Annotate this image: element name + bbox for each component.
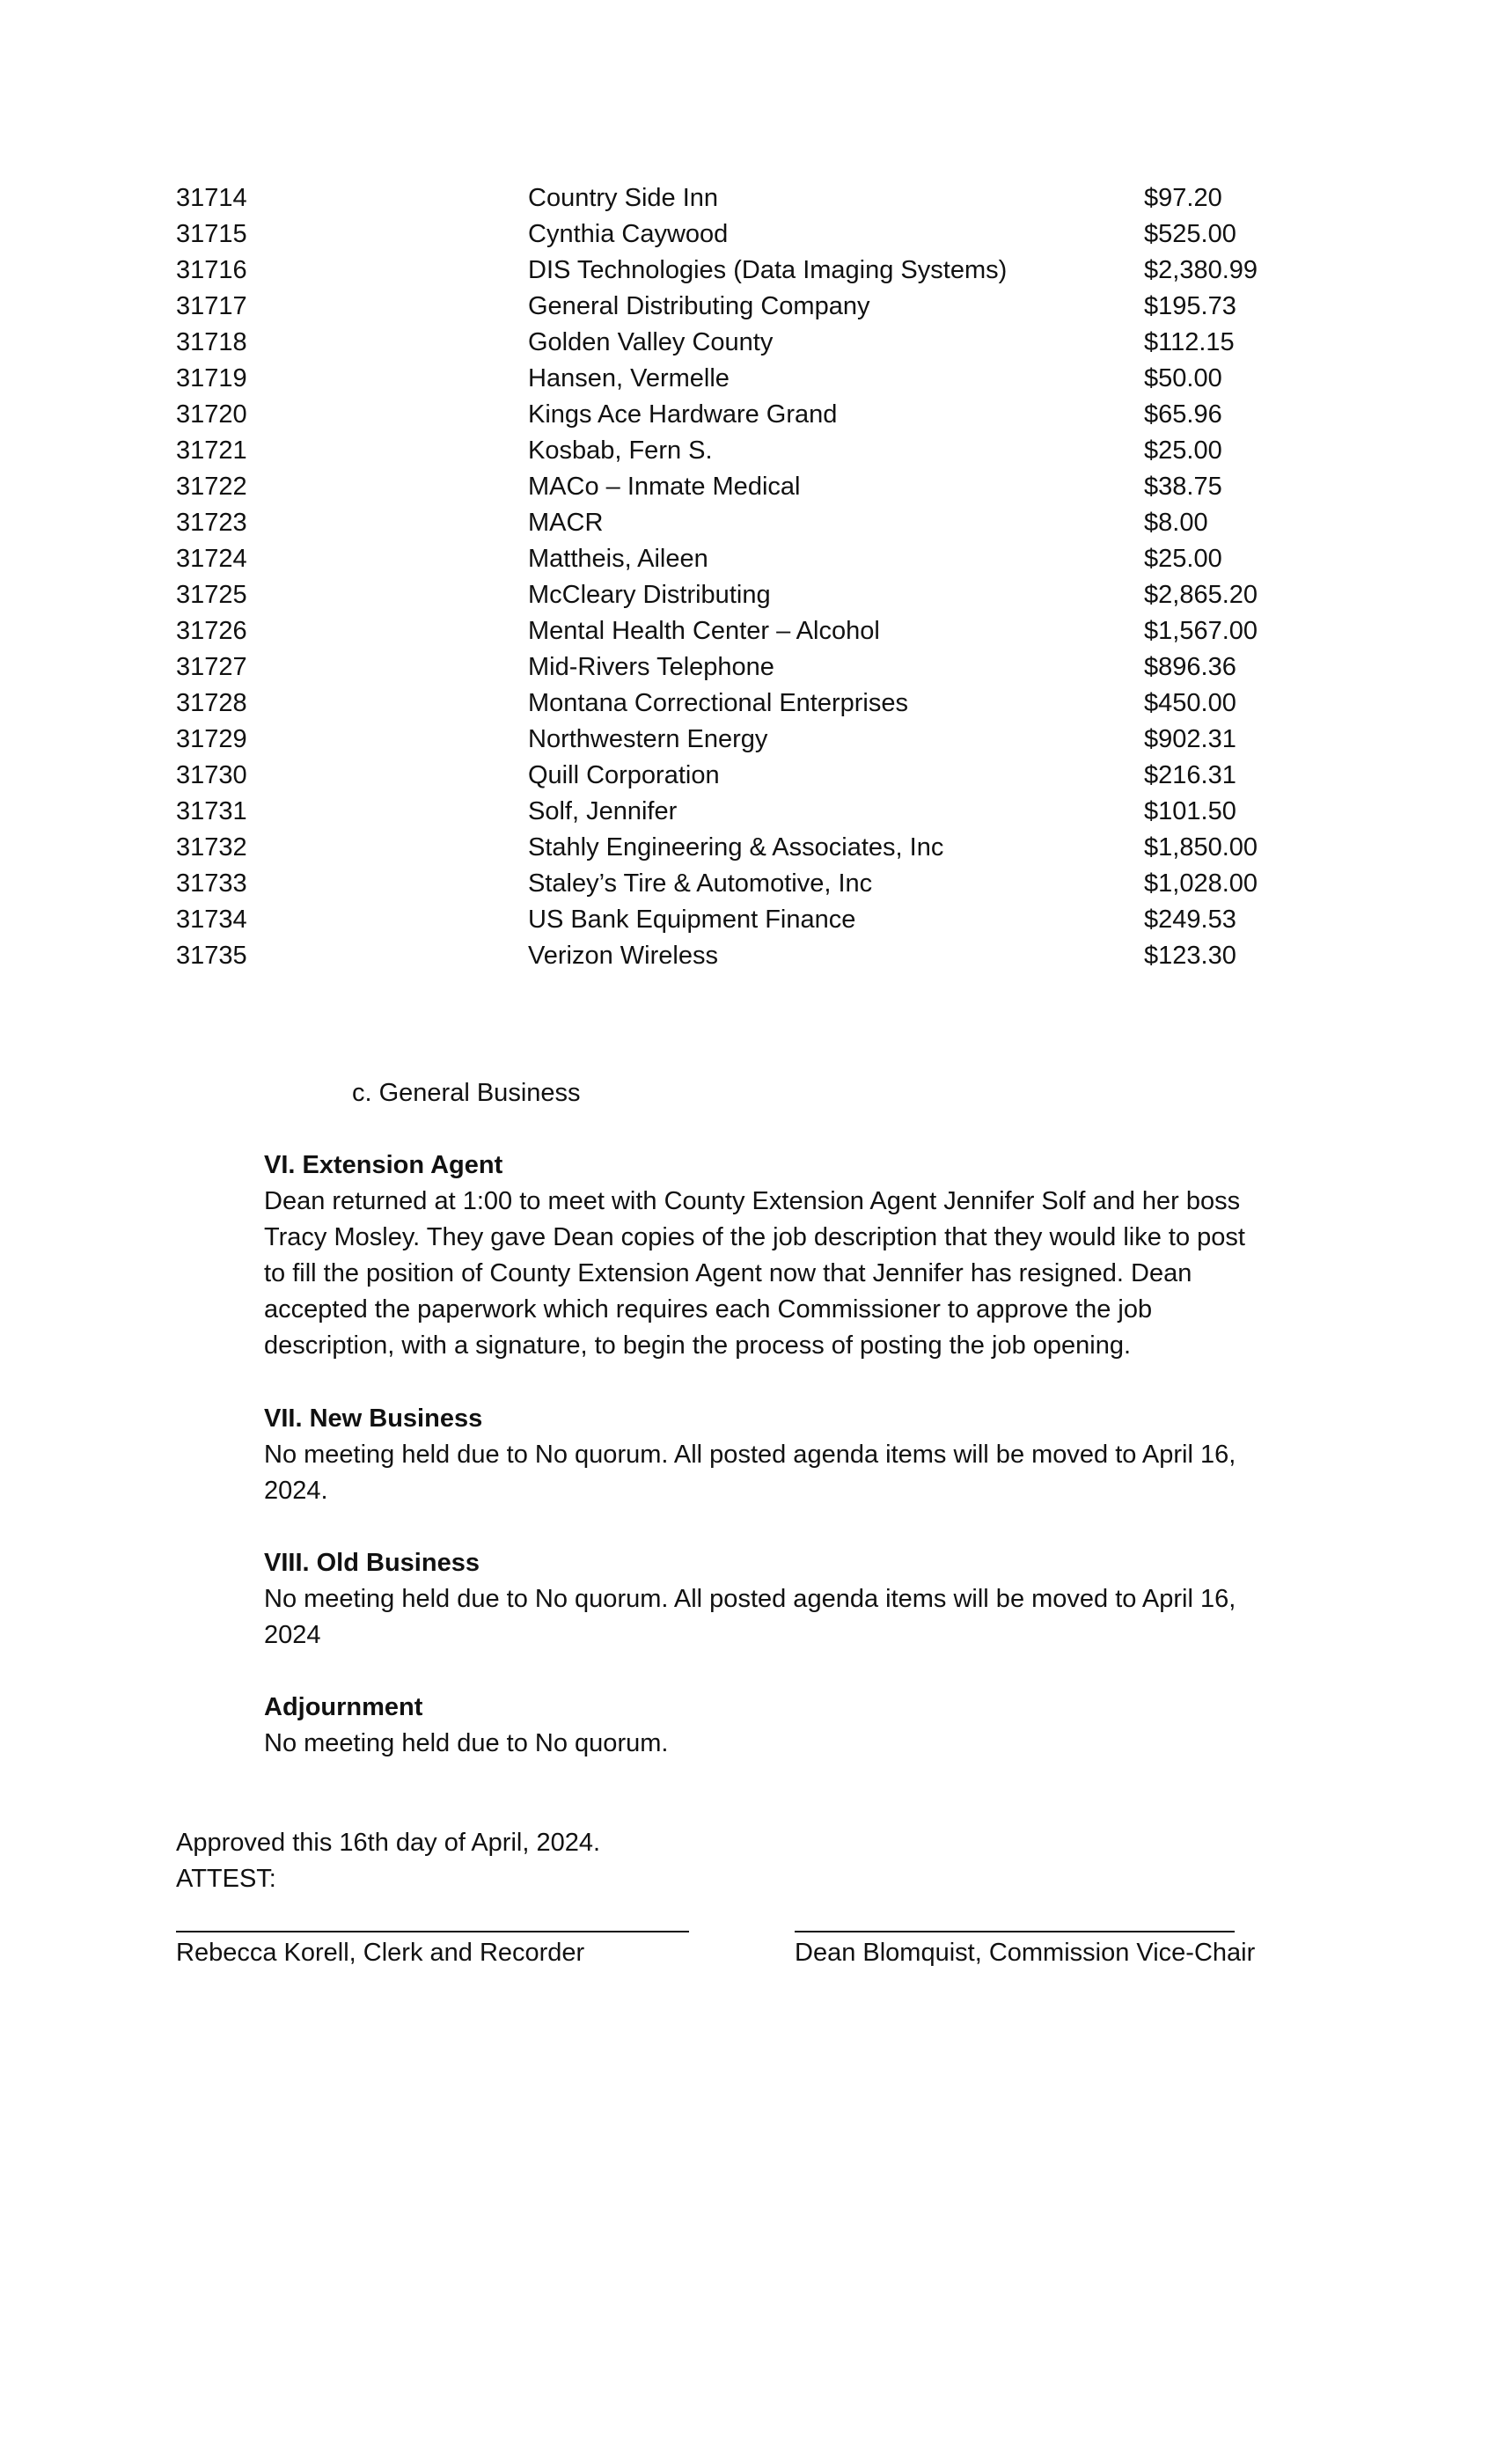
extension-agent-line: Tracy Mosley. They gave Dean copies of the job description that they would like to post bbox=[264, 1223, 1245, 1251]
new-business-section bbox=[264, 1401, 1320, 1509]
claim-number: 31735 bbox=[176, 942, 247, 970]
extension-agent-line: description, with a signature, to begin the process of posting the job opening. bbox=[264, 1331, 1132, 1360]
claim-number: 31714 bbox=[176, 184, 247, 212]
claim-amount: $25.00 bbox=[1144, 436, 1222, 465]
claim-number: 31725 bbox=[176, 581, 247, 609]
claim-number: 31715 bbox=[176, 220, 247, 248]
claim-vendor: Mental Health Center – Alcohol bbox=[528, 617, 880, 645]
clerk-signature-name: Rebecca Korell, Clerk and Recorder bbox=[176, 1939, 585, 1967]
claim-vendor: Northwestern Energy bbox=[528, 725, 768, 753]
claim-amount: $450.00 bbox=[1144, 689, 1236, 717]
claim-number: 31726 bbox=[176, 617, 247, 645]
claim-vendor: Verizon Wireless bbox=[528, 942, 718, 970]
clerk-signature-line bbox=[176, 1931, 689, 1932]
claim-vendor: McCleary Distributing bbox=[528, 581, 771, 609]
claim-amount: $1,028.00 bbox=[1144, 869, 1258, 898]
adjournment-section bbox=[264, 1690, 1320, 1762]
claim-amount: $1,850.00 bbox=[1144, 833, 1258, 862]
adjournment-line: No meeting held due to No quorum. bbox=[264, 1729, 669, 1757]
claim-vendor: DIS Technologies (Data Imaging Systems) bbox=[528, 256, 1008, 284]
chair-signature-name: Dean Blomquist, Commission Vice-Chair bbox=[795, 1939, 1256, 1967]
general-business-label: c. General Business bbox=[352, 1079, 581, 1107]
claim-number: 31724 bbox=[176, 545, 247, 573]
claim-number: 31716 bbox=[176, 256, 247, 284]
approval-block bbox=[176, 1825, 600, 1897]
claim-number: 31730 bbox=[176, 761, 247, 789]
claim-number: 31717 bbox=[176, 292, 247, 320]
claim-number: 31731 bbox=[176, 797, 247, 825]
claim-vendor: Kings Ace Hardware Grand bbox=[528, 400, 838, 429]
extension-agent-line: Dean returned at 1:00 to meet with County Extension Agent Jennifer Solf and her boss bbox=[264, 1187, 1241, 1215]
claim-number: 31721 bbox=[176, 436, 247, 465]
claim-amount: $249.53 bbox=[1144, 906, 1236, 934]
claim-number: 31728 bbox=[176, 689, 247, 717]
old-business-section bbox=[264, 1545, 1320, 1654]
attest-label: ATTEST: bbox=[176, 1865, 276, 1893]
claim-number: 31729 bbox=[176, 725, 247, 753]
claim-vendor: Stahly Engineering & Associates, Inc bbox=[528, 833, 944, 862]
claim-amount: $195.73 bbox=[1144, 292, 1236, 320]
claim-vendor: US Bank Equipment Finance bbox=[528, 906, 856, 934]
new-business-line: No meeting held due to No quorum. All posted agenda items will be moved to April 16, bbox=[264, 1441, 1236, 1469]
claim-number: 31733 bbox=[176, 869, 247, 898]
extension-agent-heading: VI. Extension Agent bbox=[264, 1151, 503, 1179]
claim-vendor: Mid-Rivers Telephone bbox=[528, 653, 774, 681]
claim-amount: $101.50 bbox=[1144, 797, 1236, 825]
claim-amount: $2,380.99 bbox=[1144, 256, 1258, 284]
claim-amount: $112.15 bbox=[1144, 328, 1235, 356]
claim-vendor: Quill Corporation bbox=[528, 761, 720, 789]
claim-number: 31719 bbox=[176, 364, 247, 392]
approval-statement: Approved this 16th day of April, 2024. bbox=[176, 1829, 601, 1857]
claim-vendor: Golden Valley County bbox=[528, 328, 774, 356]
old-business-heading: VIII. Old Business bbox=[264, 1549, 480, 1577]
claim-amount: $2,865.20 bbox=[1144, 581, 1258, 609]
claim-amount: $97.20 bbox=[1144, 184, 1222, 212]
claim-vendor: Cynthia Caywood bbox=[528, 220, 729, 248]
extension-agent-section bbox=[264, 1148, 1320, 1364]
claim-vendor: MACR bbox=[528, 509, 604, 537]
claim-amount: $25.00 bbox=[1144, 545, 1222, 573]
claim-number: 31718 bbox=[176, 328, 247, 356]
claim-amount: $123.30 bbox=[1144, 942, 1236, 970]
extension-agent-line: accepted the paperwork which requires each Commissioner to approve the job bbox=[264, 1295, 1153, 1324]
claim-amount: $216.31 bbox=[1144, 761, 1236, 789]
claim-amount: $896.36 bbox=[1144, 653, 1236, 681]
chair-signature-line bbox=[795, 1931, 1235, 1932]
claim-amount: $525.00 bbox=[1144, 220, 1236, 248]
claim-amount: $65.96 bbox=[1144, 400, 1222, 429]
claim-vendor: Hansen, Vermelle bbox=[528, 364, 730, 392]
claim-number: 31723 bbox=[176, 509, 247, 537]
extension-agent-line: to fill the position of County Extension Agent now that Jennifer has resigned. Dean bbox=[264, 1259, 1192, 1287]
claim-amount: $1,567.00 bbox=[1144, 617, 1258, 645]
claim-vendor: General Distributing Company bbox=[528, 292, 870, 320]
claim-vendor: MACo – Inmate Medical bbox=[528, 473, 801, 501]
old-business-line: No meeting held due to No quorum. All posted agenda items will be moved to April 16, bbox=[264, 1585, 1236, 1613]
claim-vendor: Kosbab, Fern S. bbox=[528, 436, 713, 465]
claim-amount: $50.00 bbox=[1144, 364, 1222, 392]
claim-number: 31727 bbox=[176, 653, 247, 681]
adjournment-heading: Adjournment bbox=[264, 1693, 423, 1721]
claim-vendor: Country Side Inn bbox=[528, 184, 719, 212]
claim-vendor: Mattheis, Aileen bbox=[528, 545, 708, 573]
new-business-heading: VII. New Business bbox=[264, 1404, 483, 1433]
claim-amount: $8.00 bbox=[1144, 509, 1208, 537]
claim-number: 31734 bbox=[176, 906, 247, 934]
claim-number: 31720 bbox=[176, 400, 247, 429]
claim-vendor: Staley’s Tire & Automotive, Inc bbox=[528, 869, 873, 898]
claim-number: 31722 bbox=[176, 473, 247, 501]
new-business-line: 2024. bbox=[264, 1477, 328, 1505]
claim-vendor: Montana Correctional Enterprises bbox=[528, 689, 908, 717]
old-business-line: 2024 bbox=[264, 1621, 321, 1649]
claim-amount: $902.31 bbox=[1144, 725, 1236, 753]
claim-amount: $38.75 bbox=[1144, 473, 1222, 501]
claim-vendor: Solf, Jennifer bbox=[528, 797, 678, 825]
claim-number: 31732 bbox=[176, 833, 247, 862]
